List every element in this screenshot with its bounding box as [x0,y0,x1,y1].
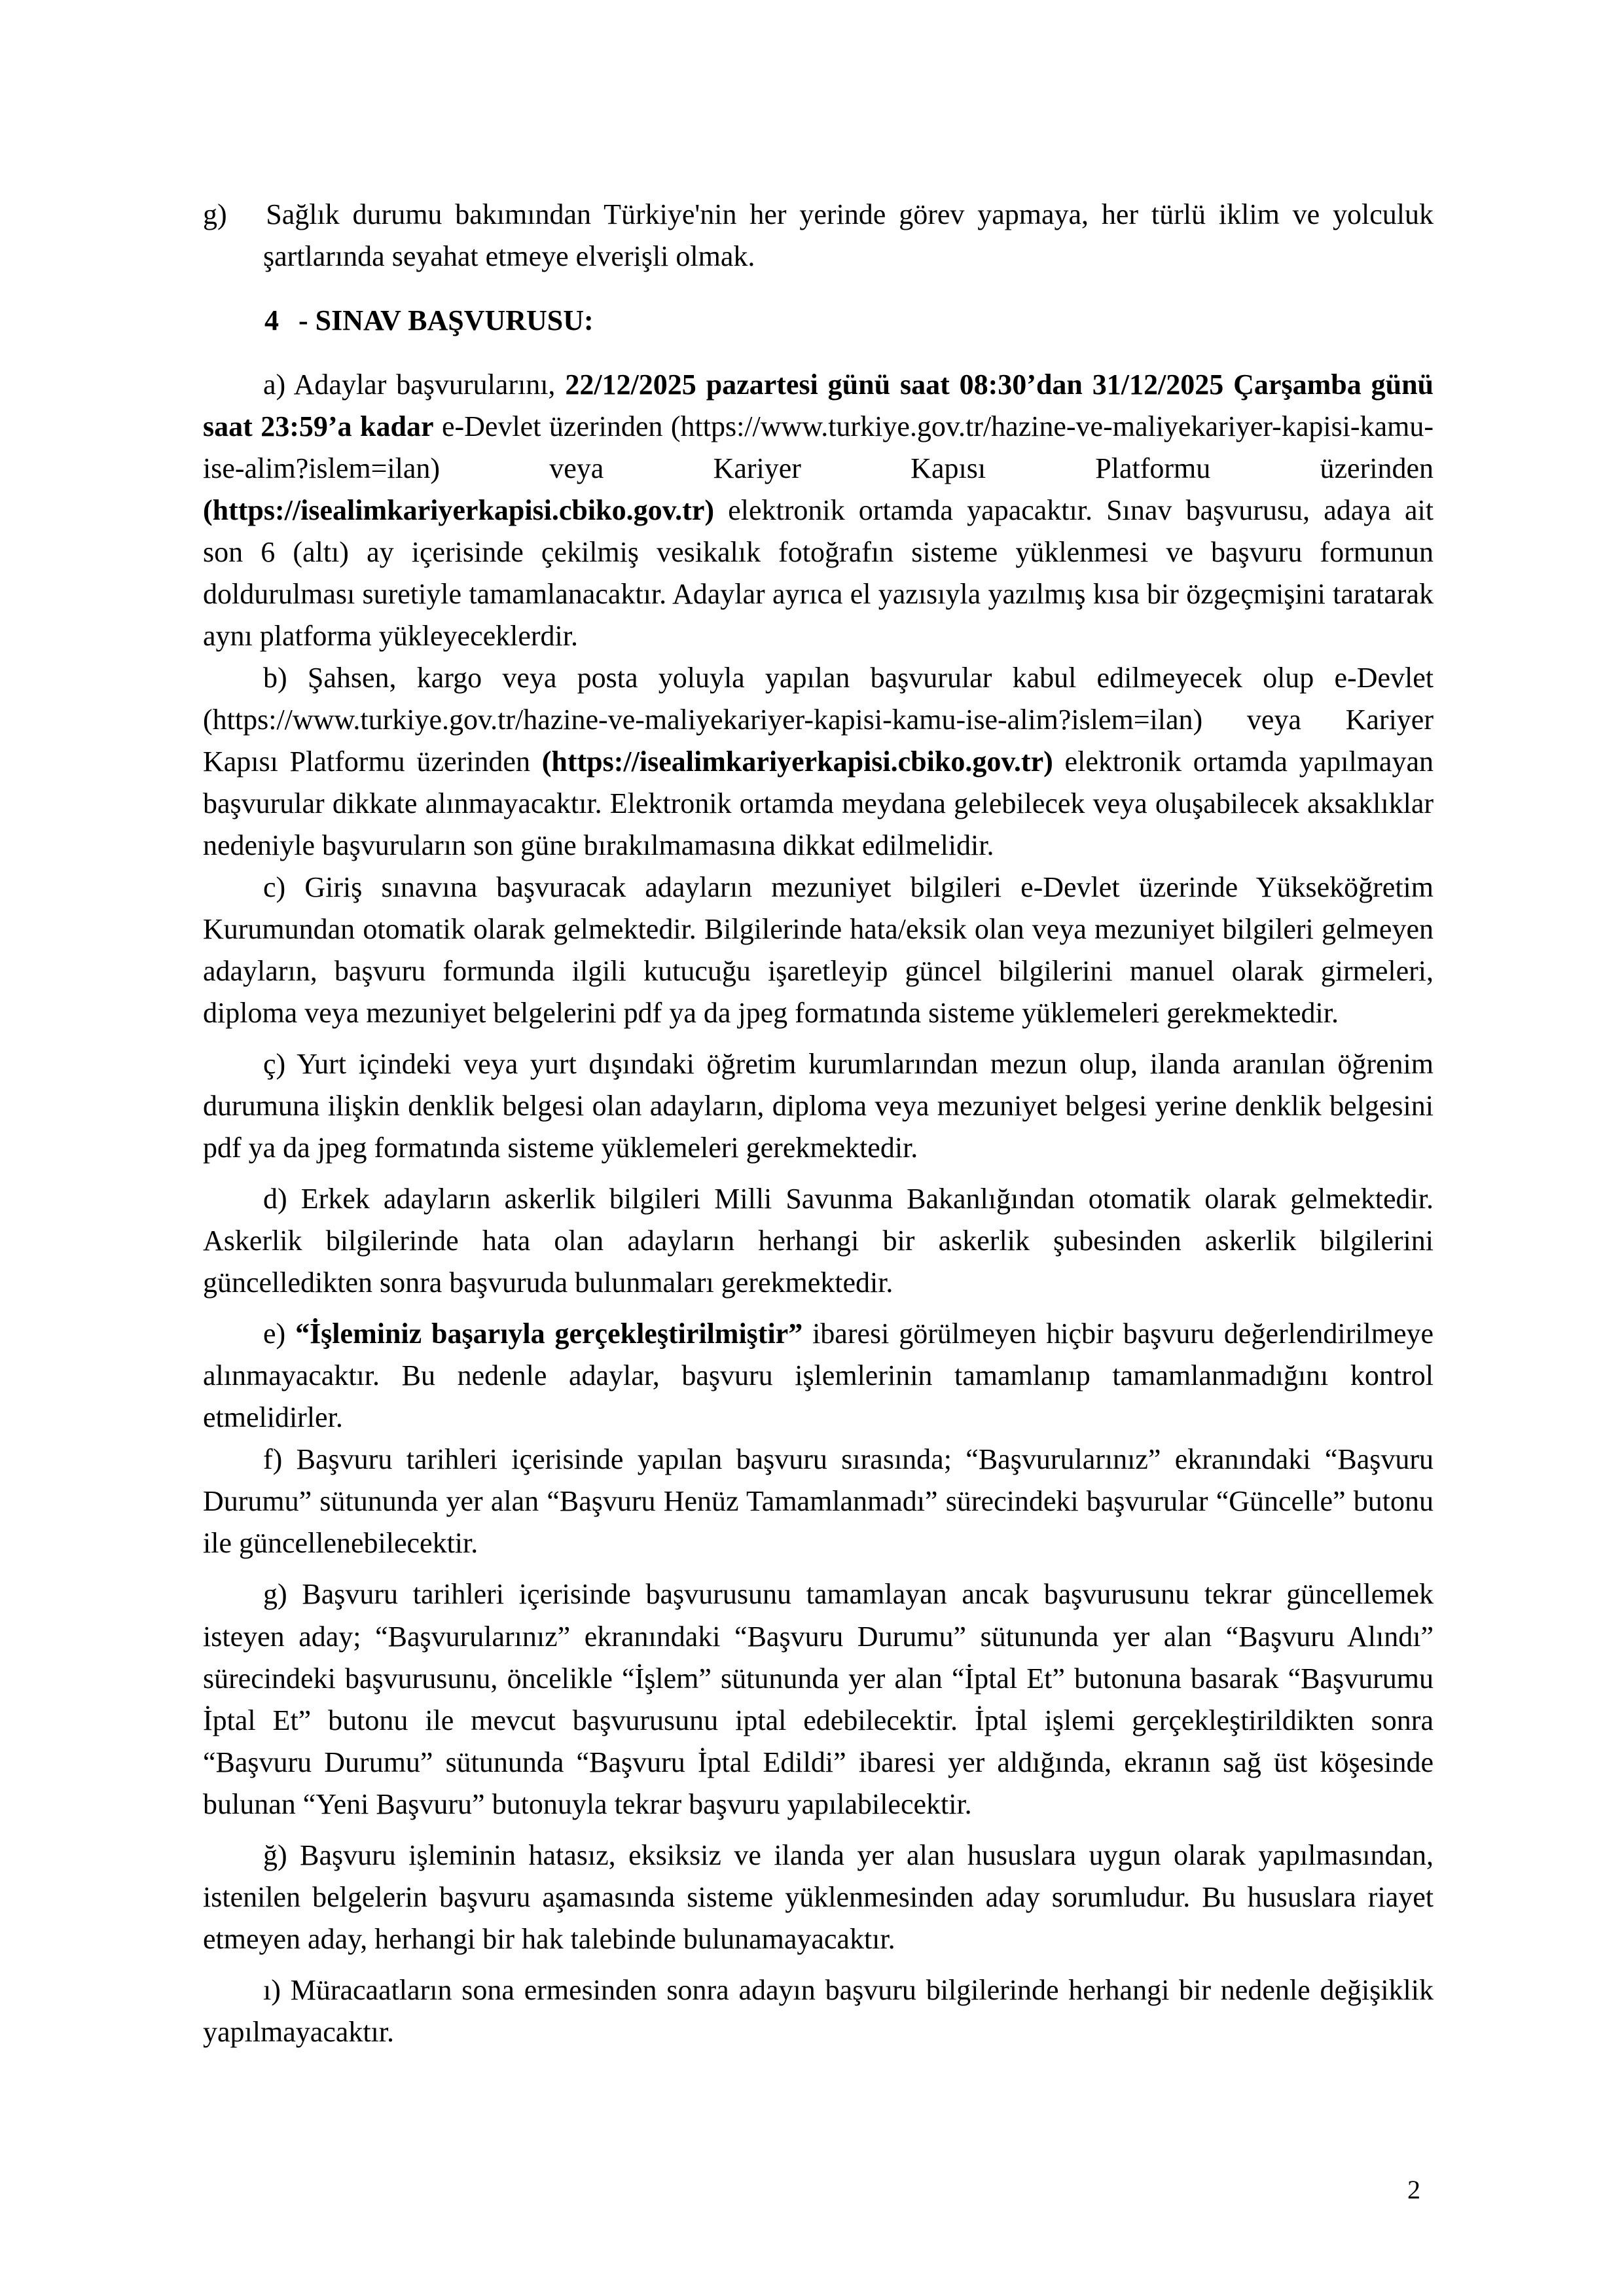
section-heading [203,300,1434,342]
spacer [203,342,1434,364]
document-body [203,194,1434,2053]
paragraph-c [203,867,1434,1034]
paragraph-b [203,657,1434,867]
spacer [203,278,1434,300]
page-number: 2 [1407,2175,1420,2204]
run-text: e) [263,1318,296,1350]
spacer [203,1960,1434,1969]
section-number: 4 [264,304,279,337]
paragraph-c-cedilla [203,1043,1434,1169]
run-text: c) Giriş sınavına başvuracak adayların mezuniyet bilgileri e-Devlet üzerinde Yükseköğretim Kurumundan otomatik olarak gelmektedir. Bilgilerinde hata/eksik olan veya mezuniyet bilgileri gelmeyen adayların, başvuru formunda ilgili kutucuğu işaretleyip güncel bilgilerini manuel olarak girmeleri, diploma veya mezuniyet belgelerini pdf ya da jpeg formatında sisteme yüklemeleri gerekmektedir. [203,871,1434,1030]
paragraph-g-breve [203,1835,1434,1960]
spacer [203,1034,1434,1043]
clause-label: g) [203,198,227,230]
run-text-bold: “İşleminiz başarıyla gerçekleştirilmiştir” [295,1318,803,1350]
paragraph-g [203,1573,1434,1825]
clause-text: Sağlık durumu bakımından Türkiye'nin her yerinde görev yapmaya, her türlü iklim ve yolculuk şartlarında seyahat etmeye elverişli olmak. [263,198,1434,273]
paragraph-d [203,1178,1434,1304]
section-title: - SINAV BAŞVURUSU: [298,304,594,337]
spacer [203,1564,1434,1573]
run-text: a) Adaylar başvurularını, [263,368,566,401]
run-text: elektronik ortamda yapılmayan başvurular dikkate alınmayacaktır. Elektronik ortamda meydana gelebilecek veya oluşabilecek aksaklıklar nedeniyle başvuruların son güne bırakılmamasına dikkat edilmelidir. [203,745,1434,862]
run-text: d) Erkek adayların askerlik bilgileri Milli Savunma Bakanlığından otomatik olarak gelmektedir. Askerlik bilgilerinde hata olan adayların herhangi bir askerlik şubesinden askerlik bilgilerini güncelledikten sonra başvuruda bulunmaları gerekmektedir. [203,1183,1434,1299]
paragraph-e [203,1313,1434,1439]
run-text: e-Devlet üzerinden (https://www.turkiye.gov.tr/hazine-ve-maliyekariyer-kapisi-kamu-ise-alim?islem=ilan) veya Kariyer Kapısı Platformu üzerinden [203,410,1434,485]
run-text: ibaresi görülmeyen hiçbir başvuru değerlendirilmeye alınmayacaktır. Bu nedenle adaylar, başvuru işlemlerinin tamamlanıp tamamlanmadığını kontrol etmelidirler. [203,1318,1434,1434]
run-text: ı) Müracaatların sona ermesinden sonra adayın başvuru bilgilerinde herhangi bir nedenle değişiklik yapılmayacaktır. [203,1973,1434,2048]
run-text: ç) Yurt içindeki veya yurt dışındaki öğretim kurumlarından mezun olup, ilanda aranılan öğrenim durumuna ilişkin denklik belgesi olan adayların, diploma veya mezuniyet belgesi yerine denklik belgesini pdf ya da jpeg formatında sisteme yüklemeleri gerekmektedir. [203,1048,1434,1164]
run-text-bold: 22/12/2025 pazartesi günü saat 08:30’dan 31/12/2025 Çarşamba günü saat 23:59’a kadar [203,368,1434,443]
run-text: b) Şahsen, kargo veya posta yoluyla yapılan başvurular kabul edilmeyecek olup e-Devlet (https://www.turkiye.gov.tr/hazine-ve-maliyekariyer-kapisi-kamu-ise-alim?islem=ilan) veya Kariyer Kapısı Platformu üzerinden [203,662,1434,778]
paragraph-a [203,364,1434,657]
paragraph-f [203,1439,1434,1564]
clause-item-g-health [203,194,1434,278]
run-text-bold: (https://isealimkariyerkapisi.cbiko.gov.tr) [203,494,714,527]
run-text: ğ) Başvuru işleminin hatasız, eksiksiz ve ilanda yer alan hususlara uygun olarak yapılmasından, istenilen belgelerin başvuru aşamasında sisteme yüklenmesinden aday sorumludur. Bu hususlara riayet etmeyen aday, herhangi bir hak talebinde bulunamayacaktır. [203,1839,1434,1955]
run-text: elektronik ortamda yapacaktır. Sınav başvurusu, adaya ait son 6 (altı) ay içerisinde çekilmiş vesikalık fotoğrafın sisteme yüklenmesi ve başvuru formunun doldurulması suretiyle tamamlanacaktır. Adaylar ayrıca el yazısıyla yazılmış kısa bir özgeçmişini taratarak aynı platforma yükleyeceklerdir. [203,494,1434,653]
run-text: f) Başvuru tarihleri içerisinde yapılan başvuru sırasında; “Başvurularınız” ekranındaki “Başvuru Durumu” sütununda yer alan “Başvuru Henüz Tamamlanmadı” sürecindeki başvurular “Güncelle” butonu ile güncellenebilecektir. [203,1443,1434,1560]
run-text-bold: (https://isealimkariyerkapisi.cbiko.gov.tr) [541,745,1053,778]
spacer [203,1825,1434,1835]
paragraph-i-dotless [203,1969,1434,2053]
spacer [203,1304,1434,1313]
spacer [203,1169,1434,1178]
run-text: g) Başvuru tarihleri içerisinde başvurusunu tamamlayan ancak başvurusunu tekrar güncellemek isteyen aday; “Başvurularınız” ekranındaki “Başvuru Durumu” sütununda yer alan “Başvuru Alındı” sürecindeki başvurusunu, öncelikle “İşlem” sütununda yer alan “İptal Et” butonuna basarak “Başvurumu İptal Et” butonu ile mevcut başvurusunu iptal edebilecektir. İptal işlemi gerçekleştirildikten sonra “Başvuru Durumu” sütununda “Başvuru İptal Edildi” ibaresi yer aldığında, ekranın sağ üst köşesinde bulunan “Yeni Başvuru” butonuyla tekrar başvuru yapılabilecektir. [203,1578,1434,1820]
